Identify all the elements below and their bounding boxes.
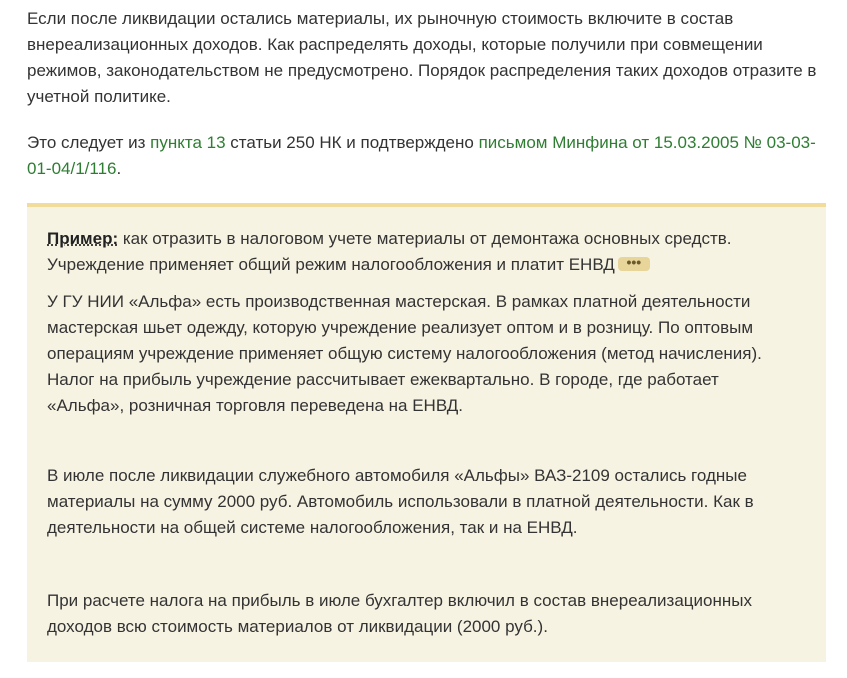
- legal-basis-text-middle: статьи 250 НК и подтверждено: [225, 133, 479, 152]
- link-minfin-letter[interactable]: письмом Минфина от 15.03.2005 № 03-03-01-04/1/116: [27, 133, 816, 178]
- example-label[interactable]: Пример:: [47, 229, 119, 248]
- expand-more-button[interactable]: •••: [618, 257, 650, 271]
- example-paragraph-profit-tax: При расчете налога на прибыль в июле бухгалтер включил в состав внереализационных доходов всю стоимость материалов от ликвидации (2000 руб.).: [47, 591, 752, 636]
- example-box: [27, 203, 826, 662]
- example-paragraph-workshop: У ГУ НИИ «Альфа» есть производственная мастерская. В рамках платной деятельности мастерская шьет одежду, которую учреждение реализует оптом и в розницу. По оптовым операциям учреждение применяет общую систему налогообложения (метод начисления). Налог на прибыль учреждение рассчитывает ежеквартально. В городе, где работает «Альфа», розничная торговля переведена на ЕНВД.: [47, 292, 762, 415]
- legal-basis-text-after: .: [116, 159, 122, 178]
- paragraph-legal-basis: [27, 130, 827, 182]
- example-heading-text: как отразить в налоговом учете материалы от демонтажа основных средств. Учреждение применяет общий режим налогообложения и платит ЕНВД: [47, 229, 732, 274]
- example-paragraph-car-liquidation: В июле после ликвидации служебного автомобиля «Альфы» ВАЗ-2109 остались годные материалы на сумму 2000 руб. Автомобиль использовали в платной деятельности. Как в деятельности на общей системе налогообложения, так и на ЕНВД.: [47, 466, 754, 537]
- legal-basis-text-before: Это следует из: [27, 133, 151, 152]
- link-tax-code-clause[interactable]: пункта 13: [150, 133, 226, 152]
- example-heading: [47, 226, 767, 278]
- paragraph-liquidation-materials: Если после ликвидации остались материалы, их рыночную стоимость включите в состав внереализационных доходов. Как распределять доходы, которые получили при совмещении режимов, законодательством не предусмотрено. Порядок распределения таких доходов отразите в учетной политике.: [27, 9, 817, 106]
